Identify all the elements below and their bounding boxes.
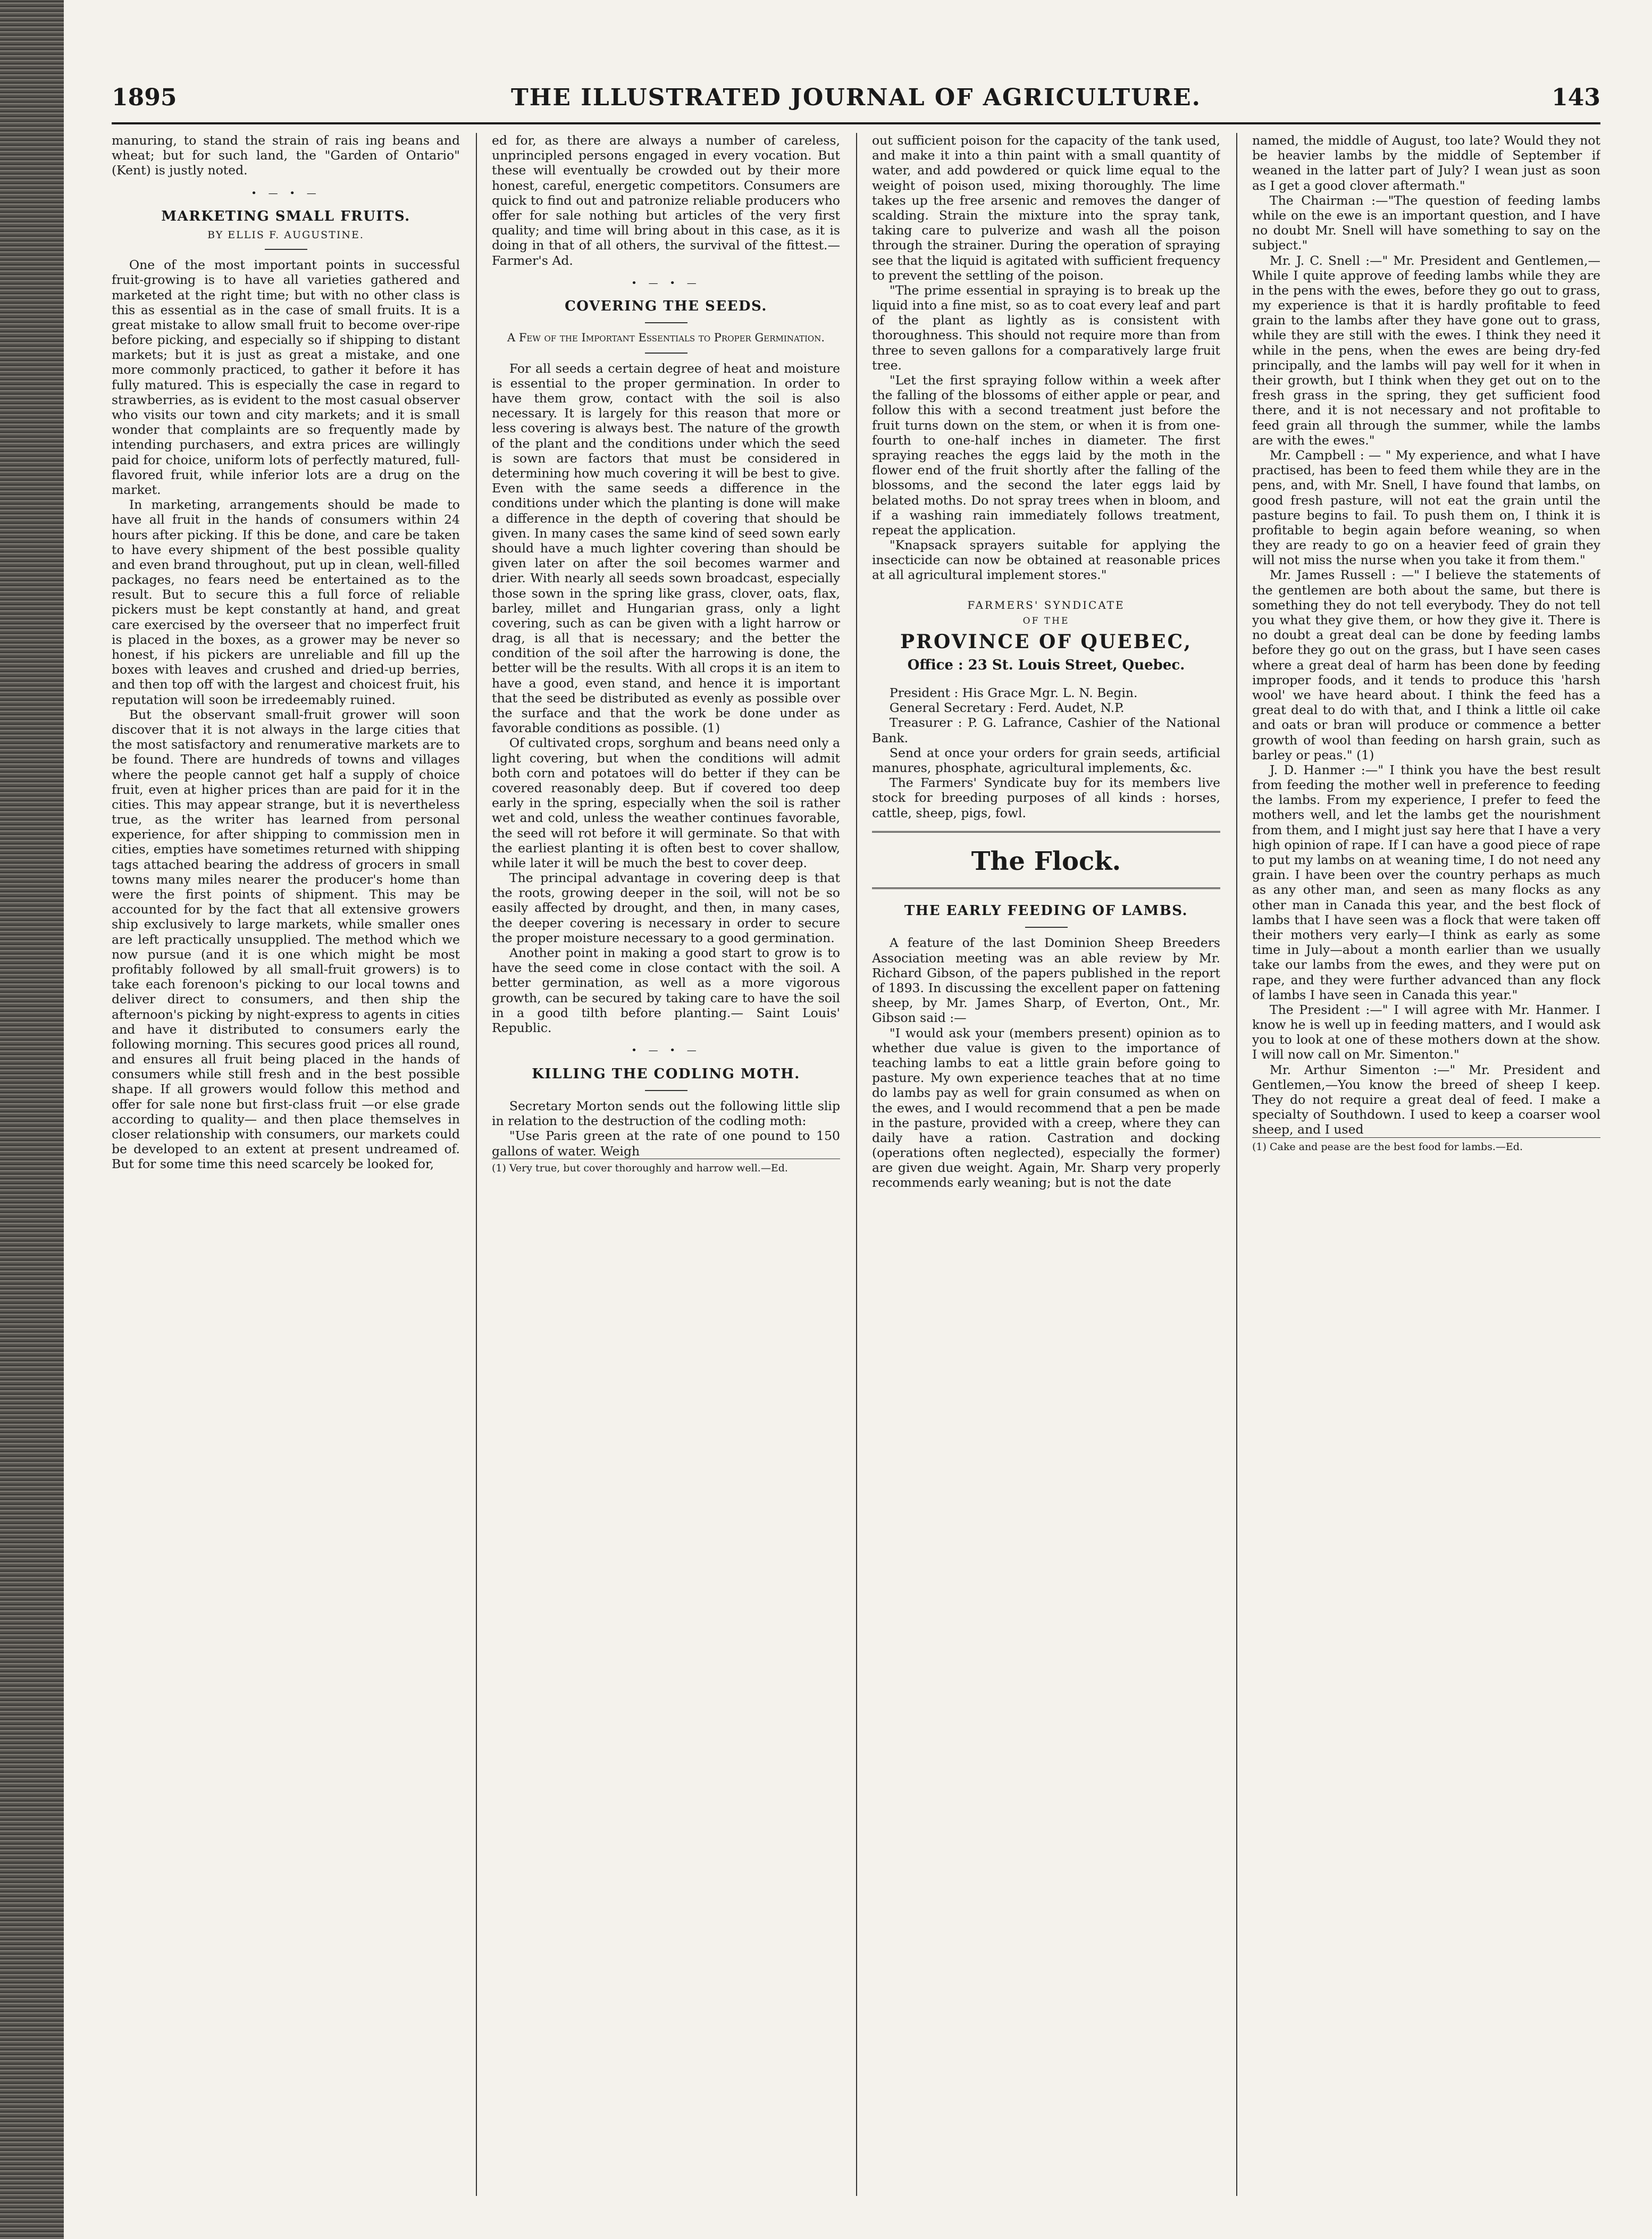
- paragraph: named, the middle of August, too late? Would they not be heavier lambs by the middle of September if weaned in the latter part of July? I wean just as soon as I get a good clover aftermath.": [1252, 133, 1600, 193]
- article-byline: BY ELLIS F. AUGUSTINE.: [207, 229, 364, 241]
- divider: [1025, 927, 1068, 928]
- article-heading-marketing: MARKETING SMALL FRUITS.: [161, 208, 410, 225]
- page-binding-edge: [0, 0, 64, 2239]
- paragraph: ed for, as there are always a number of careless, unprincipled persons engaged in every vocation. But these will eventually be crowded out by their more honest, careful, energetic competitors. Consumers are quick to find out and patronize reliable producers who offer for sale nothing but articles of the very first quality; and time will bring about in this case, as it is doing in that of all others, the survival of the fittest.—Farmer's Ad.: [492, 133, 840, 268]
- paragraph: In marketing, arrangements should be made to have all fruit in the hands of consumers within 24 hours after picking. If this be done, and care be taken to have every shipment of the best possible quality and even brand throughout, put up in clean, well-filled packages, no fears need be entertained as to the result. But to secure this a full force of reliable pickers must be kept constantly at hand, and great care exercised by the overseer that no imperfect fruit is placed in the boxes, as a grower may be never so honest, if his pickers are unreliable and fill up the boxes with leaves and crushed and dried-up berries, and then top off with the largest and choicest fruit, his reputation will soon be irredeemably ruined.: [112, 497, 460, 707]
- paragraph: One of the most important points in successful fruit-growing is to have all varieties gathered and marketed at the right time; but with no other class is this as essential as in the case of small fruits. It is a great mistake to allow small fruit to become over-ripe before picking, and especially so if shipping to distant markets; but it is just as great a mistake, and one more commonly practiced, to gather it before it has fully matured. This is especially the case in regard to strawberries, as is evident to the most casual observer who visits our town and city markets; and it is small wonder that complaints are so frequently made by intending purchasers, and extra prices are willingly paid for choice, uniform lots of perfectly matured, full-flavored fruit, while inferior lots are a drug on the market.: [112, 257, 460, 497]
- section-title-flock: The Flock.: [971, 846, 1121, 876]
- column-3: [872, 133, 1220, 2196]
- journal-title: THE ILLUSTRATED JOURNAL OF AGRICULTURE.: [511, 84, 1201, 111]
- column-rule: [856, 133, 857, 2196]
- paragraph: "Let the first spraying follow within a week after the falling of the blossoms of either apple or pear, and follow this with a second treatment just before the fruit turns down on the stem, or when it is from one-fourth to one-half inches in diameter. The first spraying reaches the eggs laid by the moth in the flower end of the fruit shortly after the falling of the blossoms, and the second the later eggs laid by belated moths. Do not spray trees when in bloom, and if a washing rain immediately follows treatment, repeat the application.: [872, 373, 1220, 538]
- paragraph: J. D. Hanmer :—" I think you have the best result from feeding the mother well in preference to feeding the lambs. From my experience, I prefer to feed the mothers well, and let the lambs get the nourishment from them, and I might just say here that I have a very high opinion of rape. If I can have a good piece of rape to put my lambs on at weaning time, I do not need any grain. I have been over the country perhaps as much as any other man, and seen as many flocks as any other man in Canada this year, and the best flock of lambs that I have seen was a flock that were taken off their mothers very early—I think as early as some time in July—about a month earlier than we usually take our lambs from the ewes, and they were put on rape, and they were further advanced than any flock of lambs I have seen in Canada this year.": [1252, 762, 1600, 1002]
- paragraph: For all seeds a certain degree of heat and moisture is essential to the proper germination. In order to have them grow, contact with the soil is also necessary. It is largely for this reason that more or less covering is always best. The nature of the growth of the plant and the conditions under which the seed is sown are factors that must be considered in determining how much covering it will be best to give. Even with the same seeds a difference in the conditions under which the planting is done will make a difference in the depth of covering that should be given. In many cases the same kind of seed sown early should have a much lighter covering than should be given later on after the soil becomes warmer and drier. With nearly all seeds sown broadcast, especially those sown in the spring like grass, clover, oats, flax, barley, millet and Hungarian grass, only a light covering, such as can be given with a light harrow or drag, is all that is necessary; and the better the condition of the soil after the harrowing is done, the better will be the results. With all crops it is an item to have a good, even stand, and hence it is important that the seed be distributed as evenly as possible over the surface and that the work be done under as favorable conditions as possible. (1): [492, 360, 840, 736]
- column-rule: [1236, 133, 1237, 2196]
- article-heading-codling-moth: KILLING THE CODLING MOTH.: [532, 1066, 800, 1082]
- divider: [645, 322, 687, 323]
- article-subheading: A Few of the Important Essentials to Proper Germination.: [507, 331, 825, 345]
- article-heading-lambs: THE EARLY FEEDING OF LAMBS.: [904, 903, 1188, 919]
- section-rule: [872, 887, 1220, 892]
- article-heading-seeds: COVERING THE SEEDS.: [565, 298, 767, 315]
- paragraph: "Knapsack sprayers suitable for applying the insecticide can now be obtained at reasonable prices at all agricultural implement stores.": [872, 538, 1220, 583]
- column-1: [112, 133, 460, 2196]
- syndicate-notice: [872, 599, 1220, 675]
- footnote: (1) Cake and pease are the best food for lambs.—Ed.: [1252, 1137, 1600, 1153]
- paragraph: Mr. J. C. Snell :—" Mr. President and Gentlemen,—While I quite approve of feeding lambs while they are in the pens with the ewes, before they go out to grass, my experience is that it is hardly profitable to feed grain to the lambs after they have gone out to grass, while they are still with the ewes. I think they need it while in the pens, when the ewes are being dry-fed principally, and the lambs will pay well for it when in their growth, but I think when they get out on to the fresh grass in the spring, they get sufficient food there, and it is not necessary and not profitable to feed grain all through the summer, while the lambs are with the ewes.": [1252, 253, 1600, 448]
- section-rule: [872, 831, 1220, 836]
- paragraph: manuring, to stand the strain of rais ing beans and wheat; but for such land, the "Garden of Ontario" (Kent) is justly noted.: [112, 133, 460, 178]
- paragraph: Mr. Arthur Simenton :—" Mr. President and Gentlemen,—You know the breed of sheep I keep. They do not require a great deal of feed. I make a specialty of Southdown. I used to keep a coarser wool sheep, and I used: [1252, 1062, 1600, 1137]
- paragraph: Treasurer : P. G. Lafrance, Cashier of the National Bank.: [872, 715, 1220, 745]
- paragraph: The Farmers' Syndicate buy for its members live stock for breeding purposes of all kinds : horses, cattle, sheep, pigs, fowl.: [872, 775, 1220, 820]
- syndicate-province: PROVINCE OF QUEBEC,: [900, 631, 1193, 653]
- header-year: 1895: [112, 84, 177, 111]
- paragraph: The principal advantage in covering deep is that the roots, growing deeper in the soil, will not be so easily affected by drought, and then, in many cases, the deeper covering is necessary in order to secure the proper moisture necessary to a good germination.: [492, 870, 840, 945]
- paragraph: "The prime essential in spraying is to break up the liquid into a fine mist, so as to coat every leaf and part of the plant as lightly as is consistent with thoroughness. This should not require more than from three to seven gallons for a comparatively large fruit tree.: [872, 282, 1220, 373]
- paragraph: "Use Paris green at the rate of one pound to 150 gallons of water. Weigh: [492, 1128, 840, 1159]
- paragraph: President : His Grace Mgr. L. N. Begin.: [889, 685, 1138, 700]
- divider: [265, 249, 307, 250]
- page-header: [112, 80, 1600, 124]
- paragraph: The Chairman :—"The question of feeding lambs while on the ewe is an important question, and I have no doubt Mr. Snell will have something to say on the subject.": [1252, 192, 1600, 253]
- syndicate-title: FARMERS' SYNDICATE: [967, 598, 1125, 611]
- paragraph: Mr. James Russell : —" I believe the statements of the gentlemen are both about the same, but there is something they do not tell everybody. They do not tell you what they give them, or how they give it. There is no doubt a great deal can be done by feeding lambs before they go out on the grass, but I have seen cases where a great deal of harm has been done by feeding improper foods, and it tends to produce this 'harsh wool' we have heard about. I think the feed has a great deal to do with that, and I think a little oil cake and oats or bran will produce or commence a better growth of wool than feeding on harsh grain, such as barley or peas." (1): [1252, 567, 1600, 762]
- paragraph: The President :—" I will agree with Mr. Hanmer. I know he is well up in feeding matters, and I would ask you to look at one of these mothers down at the show. I will now call on Mr. Simenton.": [1252, 1002, 1600, 1062]
- paragraph: "I would ask your (members present) opinion as to whether due value is given to the importance of teaching lambs to eat a little grain before going to pasture. My own experience teaches that at no time do lambs pay as well for grain consumed as when on the ewes, and I would recommend that a pen be made in the pasture, provided with a creep, where they can daily have a ration. Castration and docking (operations often neglected), especially the former) are given due weight. Again, Mr. Sharp very properly recommends early weaning; but is not the date: [872, 1025, 1220, 1190]
- column-2: [492, 133, 840, 2196]
- paragraph: General Secretary : Ferd. Audet, N.P.: [889, 700, 1125, 716]
- section-ornament: • — • —: [631, 1045, 701, 1056]
- page-number: 143: [1552, 84, 1600, 111]
- column-rule: [476, 133, 477, 2196]
- newspaper-page: [112, 80, 1600, 2207]
- paragraph: A feature of the last Dominion Sheep Breeders Association meeting was an able review by Mr. Richard Gibson, of the papers published in the report of 1893. In discussing the excellent paper on fattening sheep, by Mr. James Sharp, of Everton, Ont., Mr. Gibson said :—: [872, 935, 1220, 1026]
- column-4: [1252, 133, 1600, 2196]
- footnote: (1) Very true, but cover thoroughly and harrow well.—Ed.: [492, 1159, 840, 1175]
- syndicate-of-the: OF THE: [1022, 615, 1070, 626]
- paragraph: Another point in making a good start to grow is to have the seed come in close contact with the soil. A better germination, as well as a more vigorous growth, can be secured by taking care to have the soil in a good tilth before planting.— Saint Louis' Republic.: [492, 945, 840, 1035]
- syndicate-office: Office : 23 St. Louis Street, Quebec.: [907, 657, 1185, 674]
- divider: [645, 1090, 687, 1091]
- section-ornament: • — • —: [631, 277, 701, 289]
- divider: [645, 353, 687, 354]
- paragraph: Secretary Morton sends out the following little slip in relation to the destruction of the codling moth:: [492, 1098, 840, 1129]
- section-ornament: • — • —: [251, 187, 321, 199]
- paragraph: out sufficient poison for the capacity of the tank used, and make it into a thin paint with a small quantity of water, and add powdered or quick lime equal to the weight of poison used, mixing thoroughly. The lime takes up the free arsenic and removes the danger of scalding. Strain the mixture into the spray tank, taking care to pulverize and wash all the poison through the strainer. During the operation of spraying see that the liquid is agitated with sufficient frequency to prevent the settling of the poison.: [872, 133, 1220, 283]
- paragraph: Mr. Campbell : — " My experience, and what I have practised, has been to feed them while they are in the pens, and, with Mr. Snell, I have found that lambs, on good fresh pasture, will not eat the grain until the pasture begins to fail. To push them on, I think it is profitable to begin again before weaning, so when they are ready to go on a heavier feed of grain they will not miss the nurse when you take it from them.": [1252, 447, 1600, 568]
- paragraph: Of cultivated crops, sorghum and beans need only a light covering, but when the conditions will admit both corn and potatoes will do better if they can be covered reasonably deep. But if covered too deep early in the spring, especially when the soil is rather wet and cold, unless the weather continues favorable, the seed will rot before it will germinate. So that with the earliest planting it is often best to cover shallow, while later it will be much the best to cover deep.: [492, 735, 840, 870]
- paragraph: But the observant small-fruit grower will soon discover that it is not always in the large cities that the most satisfactory and renumerative markets are to be found. There are hundreds of towns and villages where the people cannot get half a supply of choice fruit, even at higher prices than are paid for it in the cities. This may appear strange, but it is nevertheless true, as the writer has learned from personal experience, for after shipping to commission men in cities, empties have sometimes returned with shipping tags attached bearing the address of grocers in small towns many miles nearer the producer's home than were the first points of shipment. This may be accounted for by the fact that all extensive growers ship exclusively to large markets, while smaller ones are left practically unsupplied. The method which we now pursue (and it is one which might be most profitably followed by all small-fruit growers) is to take each forenoon's picking to our local towns and deliver direct to consumers, and then ship the afternoon's picking by night-express to agents in cities and have it distributed to consumers early the following morning. This secures good prices all round, and ensures all fruit being placed in the hands of consumers while still fresh and in the best possible shape. If all growers would follow this method and offer for sale none but first-class fruit —or else grade according to quality— and then place themselves in closer relationship with consumers, our markets could be developed to an extent at present undreamed of. But for some time this need scarcely be looked for,: [112, 707, 460, 1172]
- paragraph: Send at once your orders for grain seeds, artificial manures, phosphate, agricultural implements, &c.: [872, 745, 1220, 775]
